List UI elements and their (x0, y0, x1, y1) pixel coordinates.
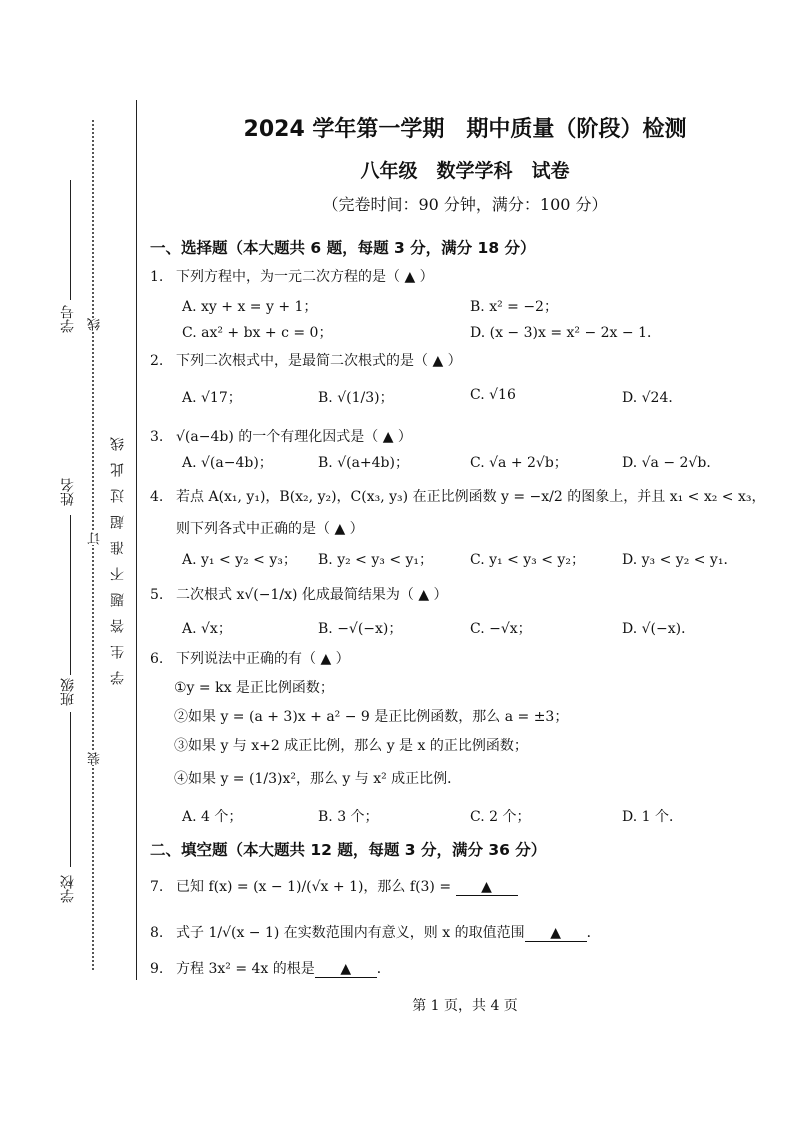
question-5 (150, 584, 448, 604)
question-number: 2. (150, 353, 164, 369)
bind-char: 装 (88, 752, 103, 765)
q4-option-b: B. y₂ < y₃ < y₁； (318, 552, 434, 568)
binding-dotted-line (92, 120, 94, 970)
question-stem: 下列方程中，为一元二次方程的是（ ▲ ） (176, 269, 434, 285)
question-stem: 式子 1/√(x − 1) 在实数范围内有意义，则 x 的取值范围 (176, 925, 525, 941)
question-end: ． (376, 961, 391, 977)
question-8 (150, 922, 601, 942)
q3-option-d: D. √a − 2√b． (622, 455, 721, 471)
question-7 (150, 876, 518, 896)
q6-option-c: C. 2 个； (470, 809, 531, 825)
binding-warning: 学生答题不准超过此线 (110, 425, 126, 685)
q5-option-a: A. √x； (182, 621, 232, 637)
margin-rule (136, 100, 137, 980)
question-stem: 二次根式 x√(−1/x) 化成最简结果为（ ▲ ） (176, 587, 448, 603)
q6-statement-1: ①y = kx 是正比例函数； (174, 680, 334, 696)
student-id-field (70, 180, 71, 300)
answer-blank[interactable]: ▲ (525, 925, 587, 942)
question-number: 1. (150, 269, 164, 285)
staple-char: 订 (88, 532, 103, 545)
q6-option-d: D. 1 个． (622, 809, 683, 825)
q3-option-b: B. √(a+4b)； (318, 455, 409, 471)
answer-blank[interactable]: ▲ (456, 879, 518, 896)
section-fill-title: 二、填空题（本大题共 12 题，每题 3 分，满分 36 分） (150, 841, 547, 859)
question-4 (150, 486, 766, 506)
q6-option-a: A. 4 个； (182, 809, 243, 825)
question-1 (150, 266, 434, 286)
school-label: 学校 (60, 875, 76, 903)
q3-option-a: A. √(a−4b)； (182, 455, 273, 471)
q5-option-c: C. −√x； (470, 621, 532, 637)
q3-option-c: C. √a + 2√b； (470, 455, 568, 471)
q6-statement-4: ④如果 y = (1/3)x²，那么 y 与 x² 成正比例． (174, 771, 462, 787)
question-stem: 下列二次根式中，是最简二次根式的是（ ▲ ） (176, 353, 462, 369)
question-3 (150, 426, 412, 446)
name-label: 姓名 (60, 478, 76, 506)
question-2 (150, 350, 462, 370)
class-field (70, 712, 71, 867)
q1-option-c: C. ax² + bx + c = 0； (182, 325, 333, 341)
exam-title: 2024 学年第一学期 期中质量（阶段）检测 (243, 117, 687, 142)
class-label: 班级 (60, 678, 76, 706)
question-stem-continued: 则下列各式中正确的是（ ▲ ） (176, 521, 364, 537)
answer-blank[interactable]: ▲ (315, 961, 377, 978)
q1-option-b: B. x² = −2； (470, 299, 558, 315)
exam-subtitle: 八年级 数学学科 试卷 (360, 160, 570, 182)
q4-option-d: D. y₃ < y₂ < y₁． (622, 552, 738, 568)
q6-statement-3: ③如果 y 与 x+2 成正比例，那么 y 是 x 的正比例函数； (174, 738, 528, 754)
line-char: 线 (88, 318, 103, 331)
question-stem: 已知 f(x) = (x − 1)/(√x + 1)，那么 f(3) = (176, 879, 452, 895)
name-field (70, 515, 71, 675)
question-number: 6. (150, 651, 164, 667)
q2-option-a: A. √17； (182, 390, 242, 406)
q1-option-d: D. (x − 3)x = x² − 2x − 1． (470, 325, 661, 341)
question-stem: √(a−4b) 的一个有理化因式是（ ▲ ） (176, 429, 412, 445)
q2-option-c: C. √16 (470, 387, 516, 403)
question-number: 5. (150, 587, 164, 603)
question-stem: 方程 3x² = 4x 的根是 (176, 961, 315, 977)
q2-option-b: B. √(1/3)； (318, 390, 394, 406)
question-stem: 下列说法中正确的有（ ▲ ） (176, 651, 350, 667)
q4-option-c: C. y₁ < y₃ < y₂； (470, 552, 585, 568)
q6-statement-2: ②如果 y = (a + 3)x + a² − 9 是正比例函数，那么 a = ±3； (174, 709, 569, 725)
section-choice-title: 一、选择题（本大题共 6 题，每题 3 分，满分 18 分） (150, 239, 536, 257)
time-info: （完卷时间：90 分钟，满分：100 分） (322, 195, 608, 214)
question-number: 3. (150, 429, 164, 445)
question-end: ． (586, 925, 601, 941)
question-number: 9. (150, 961, 164, 977)
q4-option-a: A. y₁ < y₂ < y₃； (182, 552, 297, 568)
question-number: 4. (150, 489, 164, 505)
q2-option-d: D. √24． (622, 390, 683, 406)
question-number: 7. (150, 879, 164, 895)
q5-option-d: D. √(−x)． (622, 621, 696, 637)
question-9 (150, 958, 391, 978)
page-footer: 第 1 页，共 4 页 (412, 998, 518, 1014)
q1-option-a: A. xy + x = y + 1； (182, 299, 318, 315)
q6-option-b: B. 3 个； (318, 809, 379, 825)
question-number: 8. (150, 925, 164, 941)
student-id-label: 学号 (60, 305, 76, 333)
question-stem: 若点 A(x₁, y₁)，B(x₂, y₂)，C(x₃, y₃) 在正比例函数 y = −x/2 的图象上，并且 x₁ < x₂ < x₃， (176, 489, 766, 505)
q5-option-b: B. −√(−x)； (318, 621, 403, 637)
question-6 (150, 648, 350, 668)
